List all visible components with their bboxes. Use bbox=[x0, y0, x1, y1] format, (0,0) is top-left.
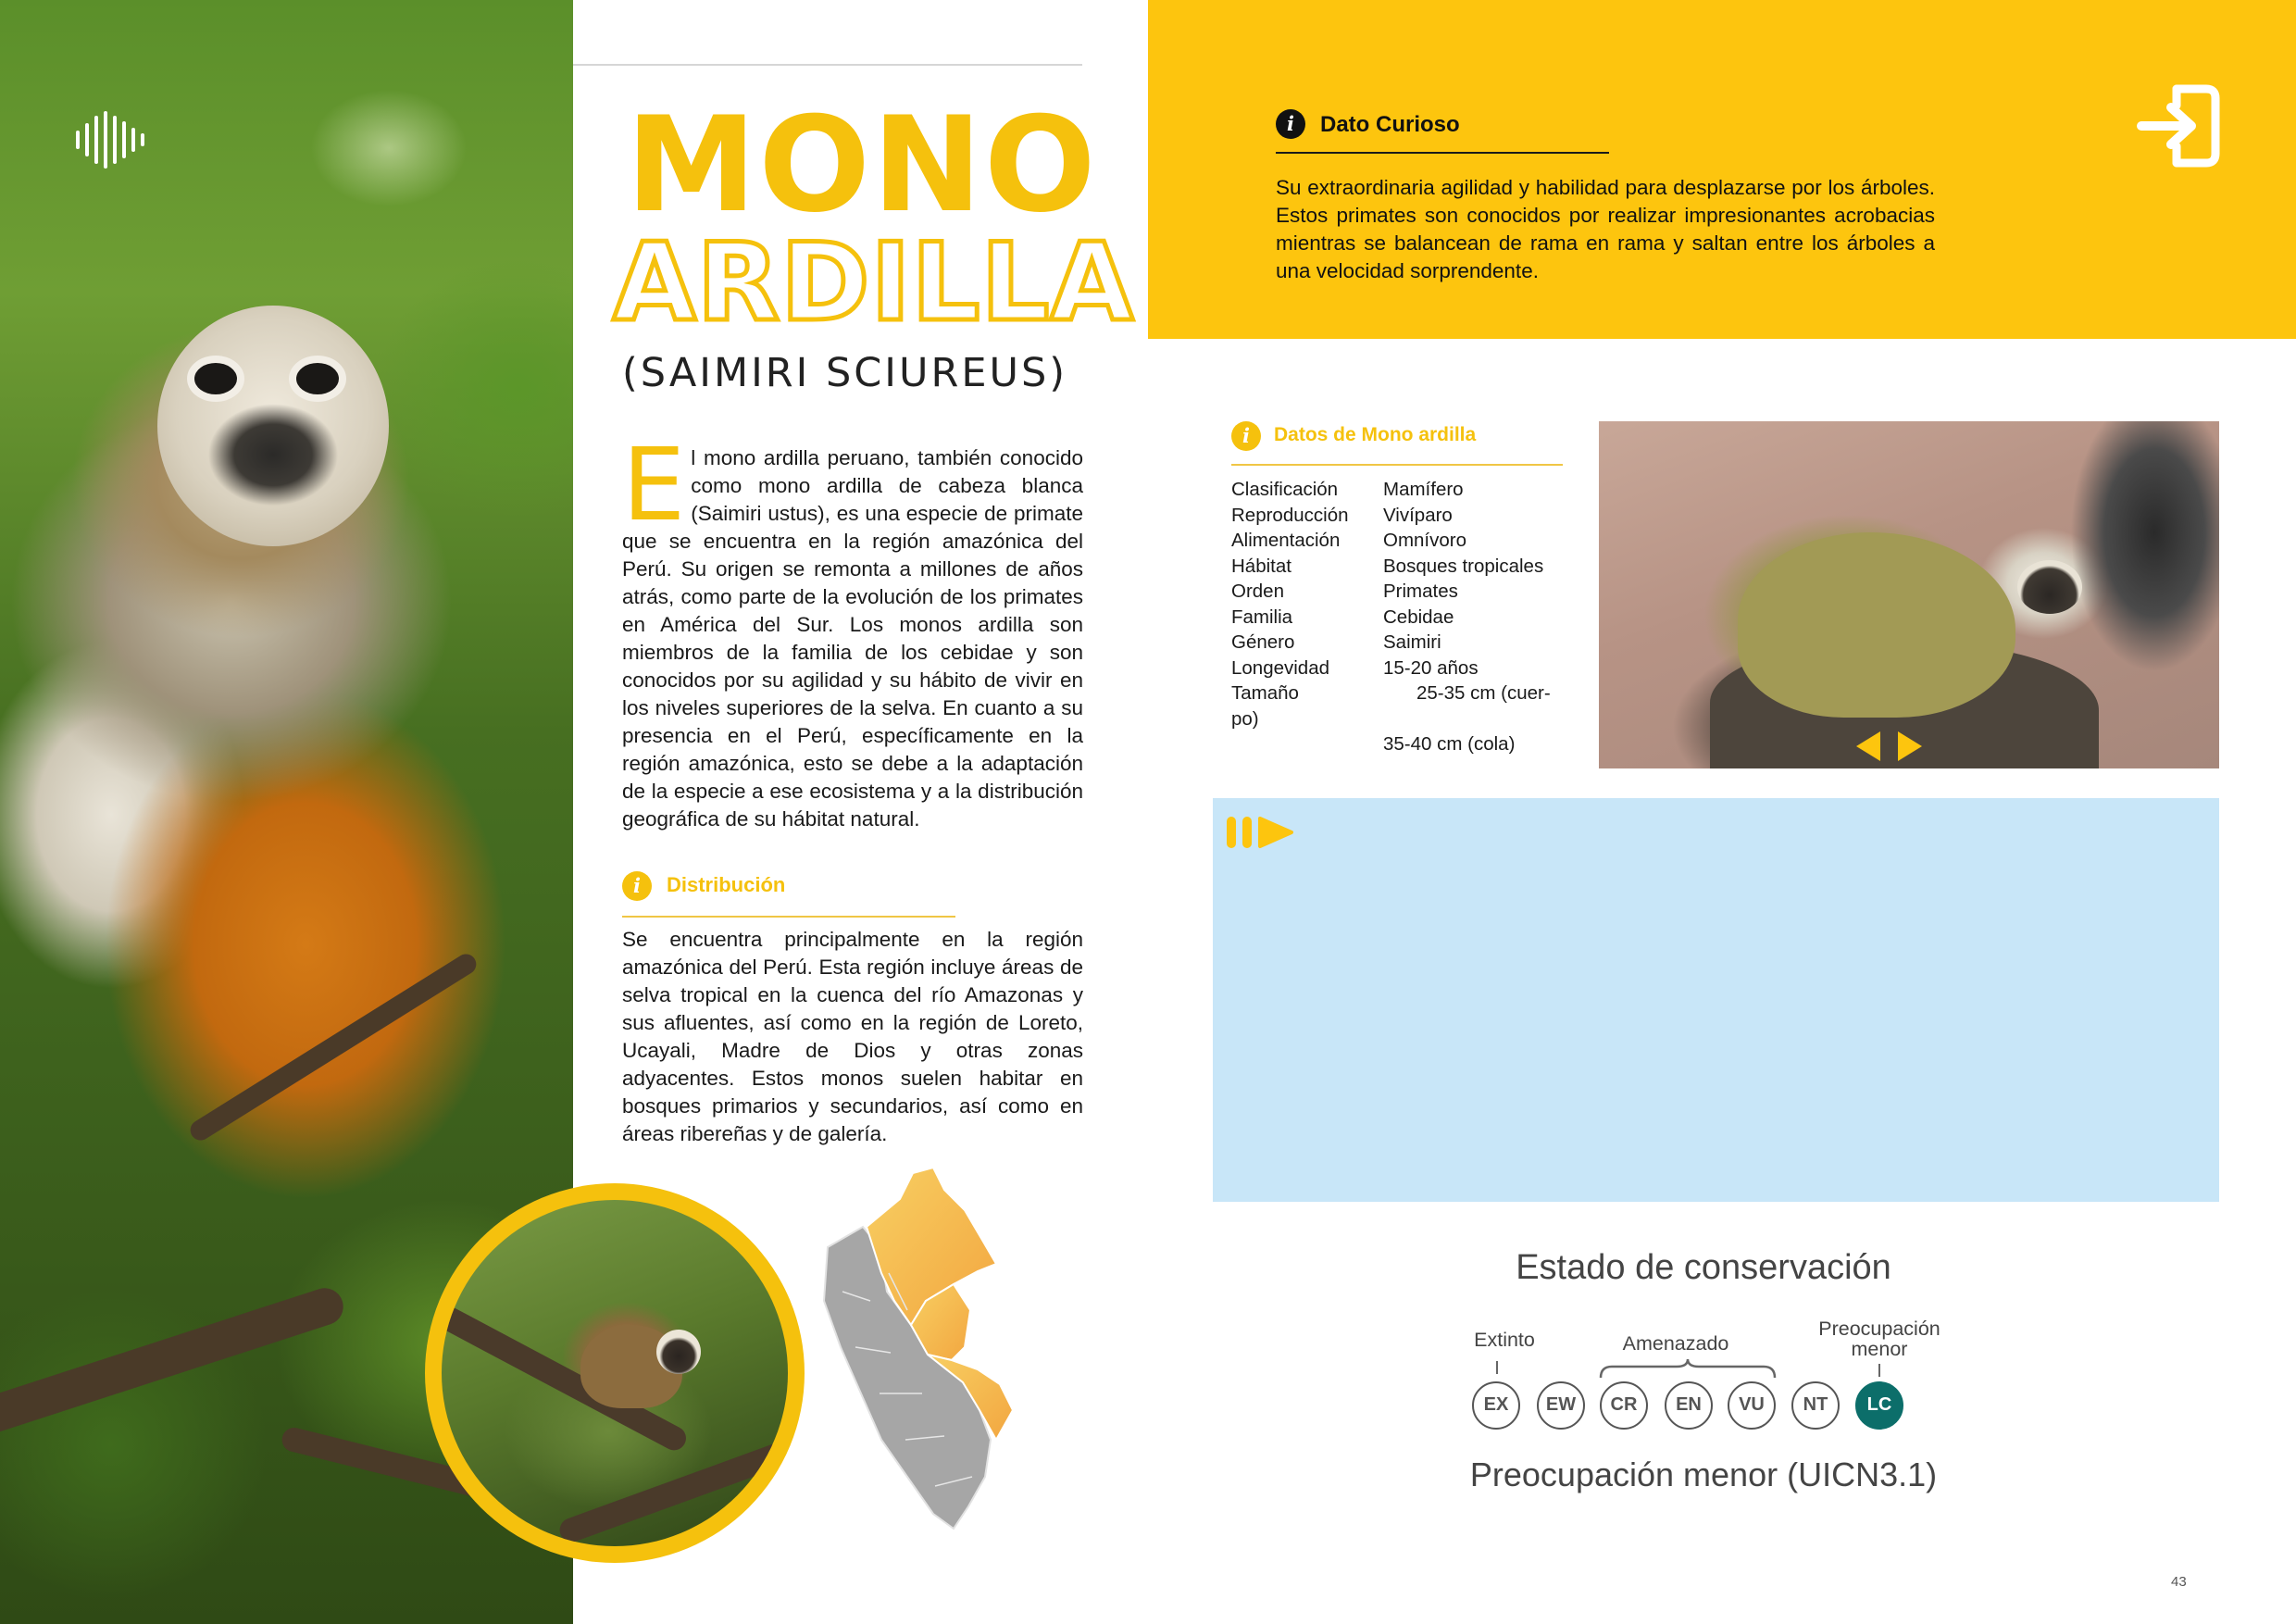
badge-en: EN bbox=[1665, 1381, 1713, 1430]
info-icon: i bbox=[622, 871, 652, 901]
info-icon: i bbox=[1276, 109, 1305, 139]
inset-photo-frame bbox=[425, 1183, 805, 1563]
exit-icon[interactable] bbox=[2136, 81, 2221, 170]
datos-row: 35-40 cm (cola) bbox=[1383, 733, 1516, 755]
datos-row: Alimentación Omnívoro bbox=[1231, 530, 1466, 551]
scientific-name: (SAIMIRI SCIUREUS) bbox=[622, 350, 1068, 396]
datos-row: Tamaño 25-35 cm (cuer- bbox=[1231, 682, 1551, 704]
datos-row: Género Saimiri bbox=[1231, 631, 1441, 653]
distribution-heading-label: Distribución bbox=[667, 873, 786, 896]
photo-monkey-face bbox=[2017, 560, 2082, 614]
play-icon[interactable] bbox=[1227, 815, 1301, 850]
info-icon: i bbox=[1231, 421, 1261, 451]
datos-row: Clasificación Mamífero bbox=[1231, 479, 1464, 500]
extinct-tick bbox=[1496, 1361, 1498, 1374]
label-extinct: Extinto bbox=[1474, 1329, 1535, 1351]
dato-curioso-panel bbox=[1148, 0, 2296, 339]
datos-row: Orden Primates bbox=[1231, 581, 1458, 602]
photo-monkey-body bbox=[1738, 532, 2015, 718]
top-divider bbox=[573, 64, 1082, 66]
badge-ew: EW bbox=[1537, 1381, 1585, 1430]
badge-lc: LC bbox=[1855, 1381, 1903, 1430]
badge-ex: EX bbox=[1472, 1381, 1520, 1430]
dato-curioso-text: Su extraordinaria agilidad y habilidad para desplazarse por los árboles. Estos primates son conocidos por realizar impresionantes acrobacias mientras se balancean de rama en rama y saltan entre los árboles a una velocidad sorprendente. bbox=[1276, 176, 1935, 282]
label-least-concern: Preocupación menor bbox=[1818, 1318, 1940, 1360]
datos-heading-label: Datos de Mono ardilla bbox=[1274, 424, 1477, 445]
least-concern-tick bbox=[1878, 1364, 1880, 1377]
arrow-right-icon[interactable] bbox=[1898, 731, 1922, 761]
label-threatened: Amenazado bbox=[1622, 1332, 1729, 1355]
threatened-brace bbox=[1599, 1357, 1777, 1380]
badge-nt: NT bbox=[1791, 1381, 1840, 1430]
peru-map bbox=[815, 1162, 1074, 1532]
distribution-text: Se encuentra principalmente en la región amazónica del Perú. Esta región incluye áreas de selva tropical en la cuenca del río Amazonas y sus afluentes, así como en la región de Loreto, Ucayali, Madre de Dios y otras zonas adyacentes. Estos monos suelen habitar en bosques primarios y secundarios, así como en áreas ribereñas y de galería. bbox=[622, 928, 1083, 1145]
intro-paragraph bbox=[622, 428, 1083, 833]
gallery-photo bbox=[1599, 421, 2219, 768]
page-number: 43 bbox=[2171, 1574, 2187, 1590]
dato-curioso-heading-label: Dato Curioso bbox=[1320, 112, 1460, 137]
datos-row: Familia Cebidae bbox=[1231, 606, 1454, 628]
arrow-left-icon[interactable] bbox=[1856, 731, 1880, 761]
datos-row: Reproducción Vivíparo bbox=[1231, 504, 1453, 526]
intro-text: l mono ardilla peruano, también conocido como mono ardilla de cabeza blanca (Saimiri ustus), es una especie de primate que se encuentra en la región amazónica del Perú. Su origen se remonta a millones de años atrás, como parte de la evolución de los primates en América del Sur. Los monos ardilla son miembros de la familia de los cebidae y son conocidos por su agilidad y su hábito de vivir en los niveles superiores de la selva. En cuanto a su presencia en el Perú, específicamente en la región amazónica, esto se debe a la adaptación de la especie a ese ecosistema y a la distribución geográfica de su hábitat natural. bbox=[622, 446, 1083, 831]
badge-vu: VU bbox=[1728, 1381, 1776, 1430]
datos-row: Longevidad 15-20 años bbox=[1231, 656, 1479, 679]
datos-heading bbox=[1231, 421, 1563, 466]
dato-curioso-heading bbox=[1276, 109, 1609, 154]
badge-cr: CR bbox=[1600, 1381, 1648, 1430]
inset-monkey-photo bbox=[442, 1200, 788, 1546]
datos-row: Hábitat Bosques tropicales bbox=[1231, 555, 1544, 577]
dropcap: E bbox=[622, 428, 686, 543]
datos-table bbox=[1231, 477, 1565, 757]
monkey-face bbox=[157, 306, 389, 546]
title-line-2: ARDILLA bbox=[613, 220, 1135, 345]
datos-row: po) bbox=[1231, 707, 1259, 730]
media-panel[interactable] bbox=[1213, 798, 2219, 1202]
conservation-status: Preocupación menor (UICN3.1) bbox=[1469, 1455, 1938, 1493]
distribution-heading bbox=[622, 871, 955, 918]
audio-wave-icon[interactable] bbox=[76, 111, 146, 169]
title-line-1: MONO bbox=[626, 89, 1098, 242]
conservation-title: Estado de conservación bbox=[1516, 1248, 1891, 1287]
